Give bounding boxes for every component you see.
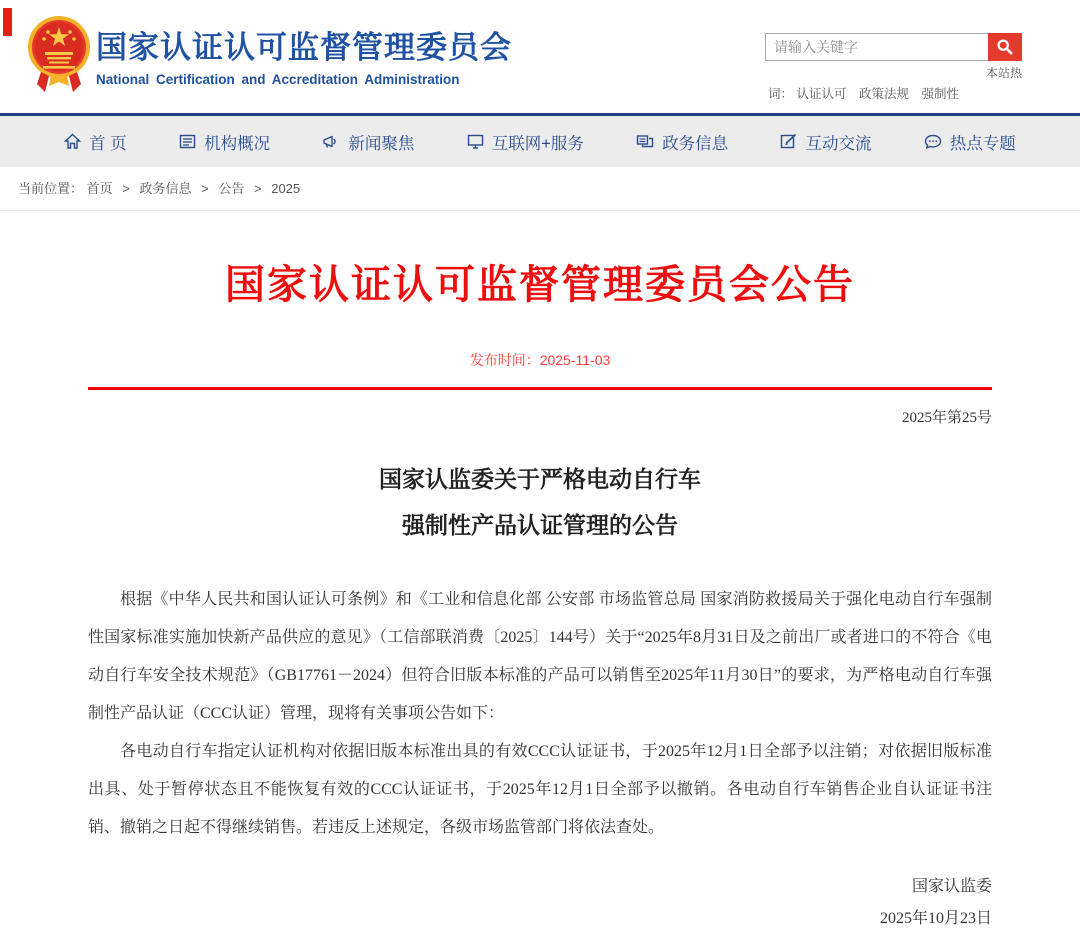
nav-item-interact[interactable] xyxy=(780,130,871,154)
site-brand xyxy=(96,22,512,87)
search-icon xyxy=(996,38,1014,56)
nav-label: 新闻聚焦 xyxy=(348,134,415,153)
nav-item-news[interactable] xyxy=(322,130,414,154)
article-title-line1: 国家认监委关于严格电动自行车 xyxy=(379,467,701,492)
article-body xyxy=(88,581,992,847)
red-divider-rule xyxy=(88,387,992,390)
nav-item-hot-topics[interactable] xyxy=(924,130,1016,154)
interact-edit-icon xyxy=(780,133,797,150)
site-title-cn: 国家认证认可监督管理委员会 xyxy=(96,30,512,65)
nav-label: 互动交流 xyxy=(805,134,872,153)
nav-item-gov-info[interactable] xyxy=(636,130,728,154)
signature-date: 2025年10月23日 xyxy=(879,910,992,927)
breadcrumb-item-announcements[interactable]: 公告 xyxy=(218,181,245,196)
hot-word-link[interactable]: 强制性 xyxy=(921,87,960,101)
hot-topics-icon xyxy=(924,133,942,150)
article-paragraph-2: 各电动自行车指定认证机构对依据旧版本标准出具的有效CCC认证证书，于2025年12月1日全部予以注销；对依据旧版标准出具、处于暂停状态且不能恢复有效的CCC认证证书，于2025年12月1日全部予以撤销。各电动自行车销售企业自认证证书注销、撤销之日起不得继续销售。若违反上述规定，各级市场监管部门将依法查处。 xyxy=(88,743,992,836)
search-button[interactable] xyxy=(988,33,1022,61)
issue-number: 2025年第25号 xyxy=(901,410,992,426)
org-overview-icon xyxy=(179,133,196,150)
announcement-article xyxy=(0,253,1080,935)
nav-label: 机构概况 xyxy=(204,134,271,153)
hot-words-line2 xyxy=(768,84,968,102)
corner-red-mark xyxy=(3,8,12,36)
signature-block xyxy=(88,871,992,935)
nav-item-home[interactable] xyxy=(64,130,127,154)
main-nav xyxy=(0,116,1080,167)
hot-words-line1: 本站热 xyxy=(985,66,1022,80)
site-search xyxy=(765,33,1022,81)
article-title xyxy=(88,457,992,549)
breadcrumb-label: 当前位置： xyxy=(18,181,84,196)
breadcrumb-separator: > xyxy=(254,181,262,196)
article-title-line2: 强制性产品认证管理的公告 xyxy=(402,513,678,538)
article-paragraph-1: 根据《中华人民共和国认证认可条例》和《工业和信息化部 公安部 市场监管总局 国家消防救援局关于强化电动自行车强制性国家标准实施加快新产品供应的意见》（工信部联消费〔2025〕144号）关于“2025年8月31日及之前出厂或者进口的不符合《电动自行车安全技术规范》（GB17761－2024）但符合旧版本标准的产品可以销售至2025年11月30日”的要求，为严格电动自行车强制性产品认证（CCC认证）管理，现将有关事项公告如下： xyxy=(88,591,992,722)
nav-item-internet-service[interactable] xyxy=(467,130,584,154)
hot-words-prefix: 词： xyxy=(768,87,794,101)
nav-label: 互联网+服务 xyxy=(491,134,584,153)
breadcrumb-item-gov-info[interactable]: 政务信息 xyxy=(139,181,192,196)
news-megaphone-icon xyxy=(322,133,340,150)
breadcrumb xyxy=(0,167,1080,211)
gov-info-icon xyxy=(636,133,654,150)
home-icon xyxy=(64,133,81,150)
site-title-en: National Certification and Accreditation Administration xyxy=(96,72,460,87)
site-header xyxy=(0,0,1080,113)
internet-service-icon xyxy=(467,133,484,150)
search-input[interactable] xyxy=(765,33,988,61)
hot-word-link[interactable]: 认证认可 xyxy=(796,87,847,101)
national-emblem-logo xyxy=(27,14,91,100)
breadcrumb-separator: > xyxy=(201,181,209,196)
breadcrumb-item-home[interactable]: 首页 xyxy=(86,181,113,196)
nav-label: 首 页 xyxy=(89,134,127,153)
document-title: 国家认证认可监督管理委员会公告 xyxy=(225,262,855,307)
signature-org: 国家认监委 xyxy=(911,878,992,895)
publish-time: 发布时间：2025-11-03 xyxy=(469,352,611,368)
breadcrumb-item-2025[interactable]: 2025 xyxy=(271,181,301,196)
nav-label: 热点专题 xyxy=(949,134,1016,153)
breadcrumb-separator: > xyxy=(122,181,130,196)
hot-word-link[interactable]: 政策法规 xyxy=(859,87,910,101)
nav-item-org-overview[interactable] xyxy=(179,130,270,154)
nav-label: 政务信息 xyxy=(662,134,729,153)
